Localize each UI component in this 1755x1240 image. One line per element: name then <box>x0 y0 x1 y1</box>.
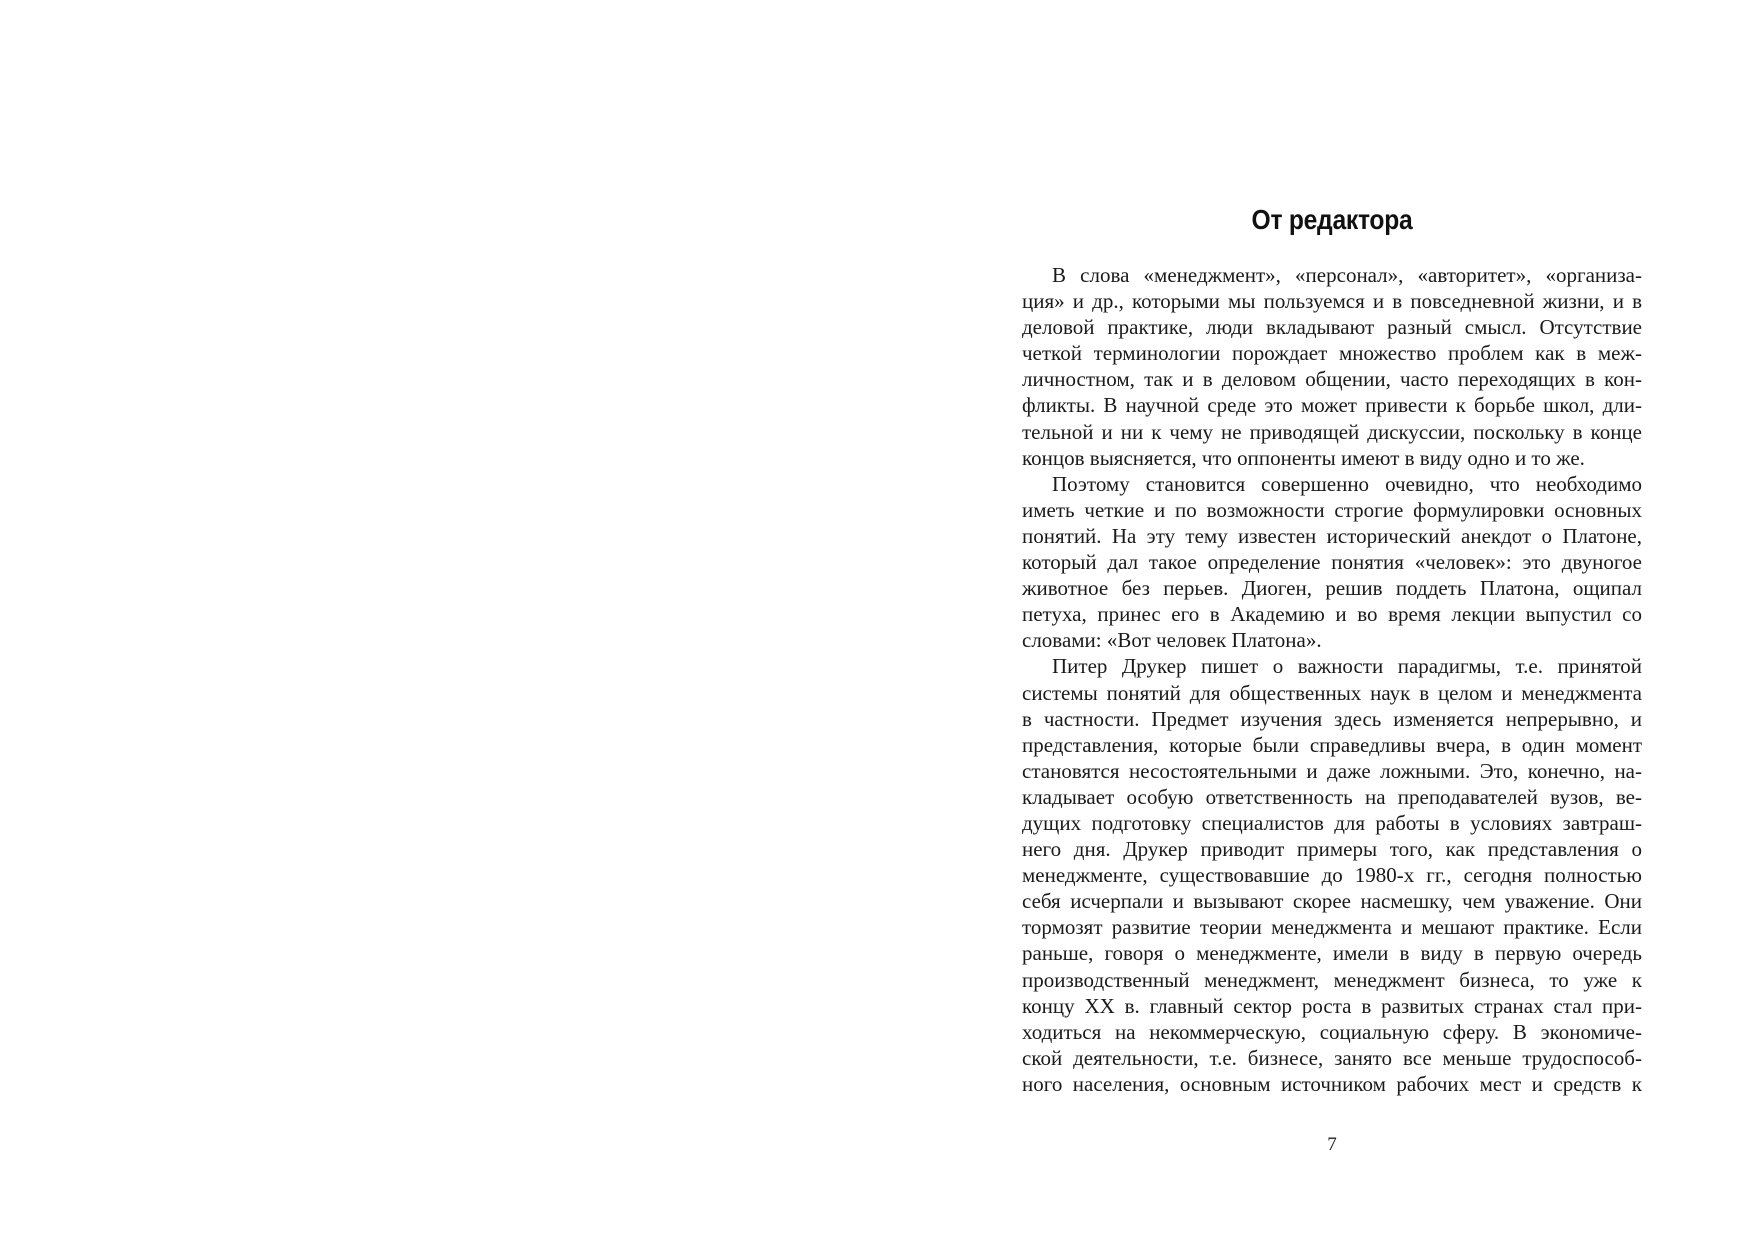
text-line: ция» и др., которыми мы пользуемся и в повседневной жизни, и в <box>1022 289 1642 314</box>
text-line: менеджменте, существовавшие до 1980-х гг., сегодня полностью <box>1022 863 1642 888</box>
text-line: деловой практике, люди вкладывают разный смысл. Отсутствие <box>1022 315 1642 340</box>
text-line: Поэтому становится совершенно очевидно, что необходимо <box>1052 471 1642 496</box>
text-line: ного населения, основным источником рабочих мест и средств к <box>1022 1071 1642 1096</box>
text-line: фликты. В научной среде это может привести к борьбе школ, дли- <box>1022 393 1642 418</box>
text-line: раньше, говоря о менеджменте, имели в виду в первую очередь <box>1022 941 1642 966</box>
page-number: 7 <box>1327 1134 1337 1155</box>
text-line: в частности. Предмет изучения здесь изменяется непрерывно, и <box>1022 706 1642 731</box>
body-text <box>1022 262 1642 1097</box>
text-line: В слова «менеджмент», «персонал», «авторитет», «организа- <box>1052 263 1642 287</box>
left-page-blank <box>0 0 877 1240</box>
text-line: четкой терминологии порождает множество проблем как в меж- <box>1022 341 1642 366</box>
text-line: дущих подготовку специалистов для работы в условиях завтраш- <box>1022 810 1642 835</box>
text-line: который дал такое определение понятия «человек»: это двуногое <box>1022 550 1642 575</box>
text-line: понятий. На эту тему известен исторический анекдот о Платоне, <box>1022 523 1642 548</box>
text-line: него дня. Друкер приводит примеры того, как представления о <box>1022 837 1642 862</box>
text-line: концов выясняется, что оппоненты имеют в виду одно и то же. <box>1022 445 1585 470</box>
page-title: От редактора <box>1251 204 1413 235</box>
text-line: ской деятельности, т.е. бизнесе, занято все меньше трудоспособ- <box>1022 1045 1642 1070</box>
text-line: производственный менеджмент, менеджмент бизнеса, то уже к <box>1022 967 1642 992</box>
text-line: системы понятий для общественных наук в целом и менеджмента <box>1022 680 1642 705</box>
text-line: кладывает особую ответственность на преподавателей вузов, ве- <box>1022 784 1642 809</box>
text-line: концу XX в. главный сектор роста в развитых странах стал при- <box>1022 993 1642 1018</box>
text-line: иметь четкие и по возможности строгие формулировки основных <box>1022 497 1642 522</box>
text-line: тельной и ни к чему не приводящей дискуссии, поскольку в конце <box>1022 419 1642 444</box>
text-line: личностном, так и в деловом общении, часто переходящих в кон- <box>1022 367 1642 392</box>
text-line: становятся несостоятельными и даже ложными. Это, конечно, на- <box>1022 758 1642 783</box>
text-line: себя исчерпали и вызывают скорее насмешку, чем уважение. Они <box>1022 889 1642 914</box>
text-line: ходиться на некоммерческую, социальную сферу. В экономиче- <box>1022 1019 1642 1044</box>
text-line: Питер Друкер пишет о важности парадигмы, т.е. принятой <box>1052 654 1642 679</box>
text-line: животное без перьев. Диоген, решив поддеть Платона, ощипал <box>1022 576 1642 601</box>
text-line: тормозят развитие теории менеджмента и мешают практике. Если <box>1022 915 1642 940</box>
text-line: петуха, принес его в Академию и во время лекции выпустил со <box>1022 602 1642 627</box>
text-line: представления, которые были справедливы вчера, в один момент <box>1022 732 1642 757</box>
text-line: словами: «Вот человек Платона». <box>1022 628 1322 653</box>
